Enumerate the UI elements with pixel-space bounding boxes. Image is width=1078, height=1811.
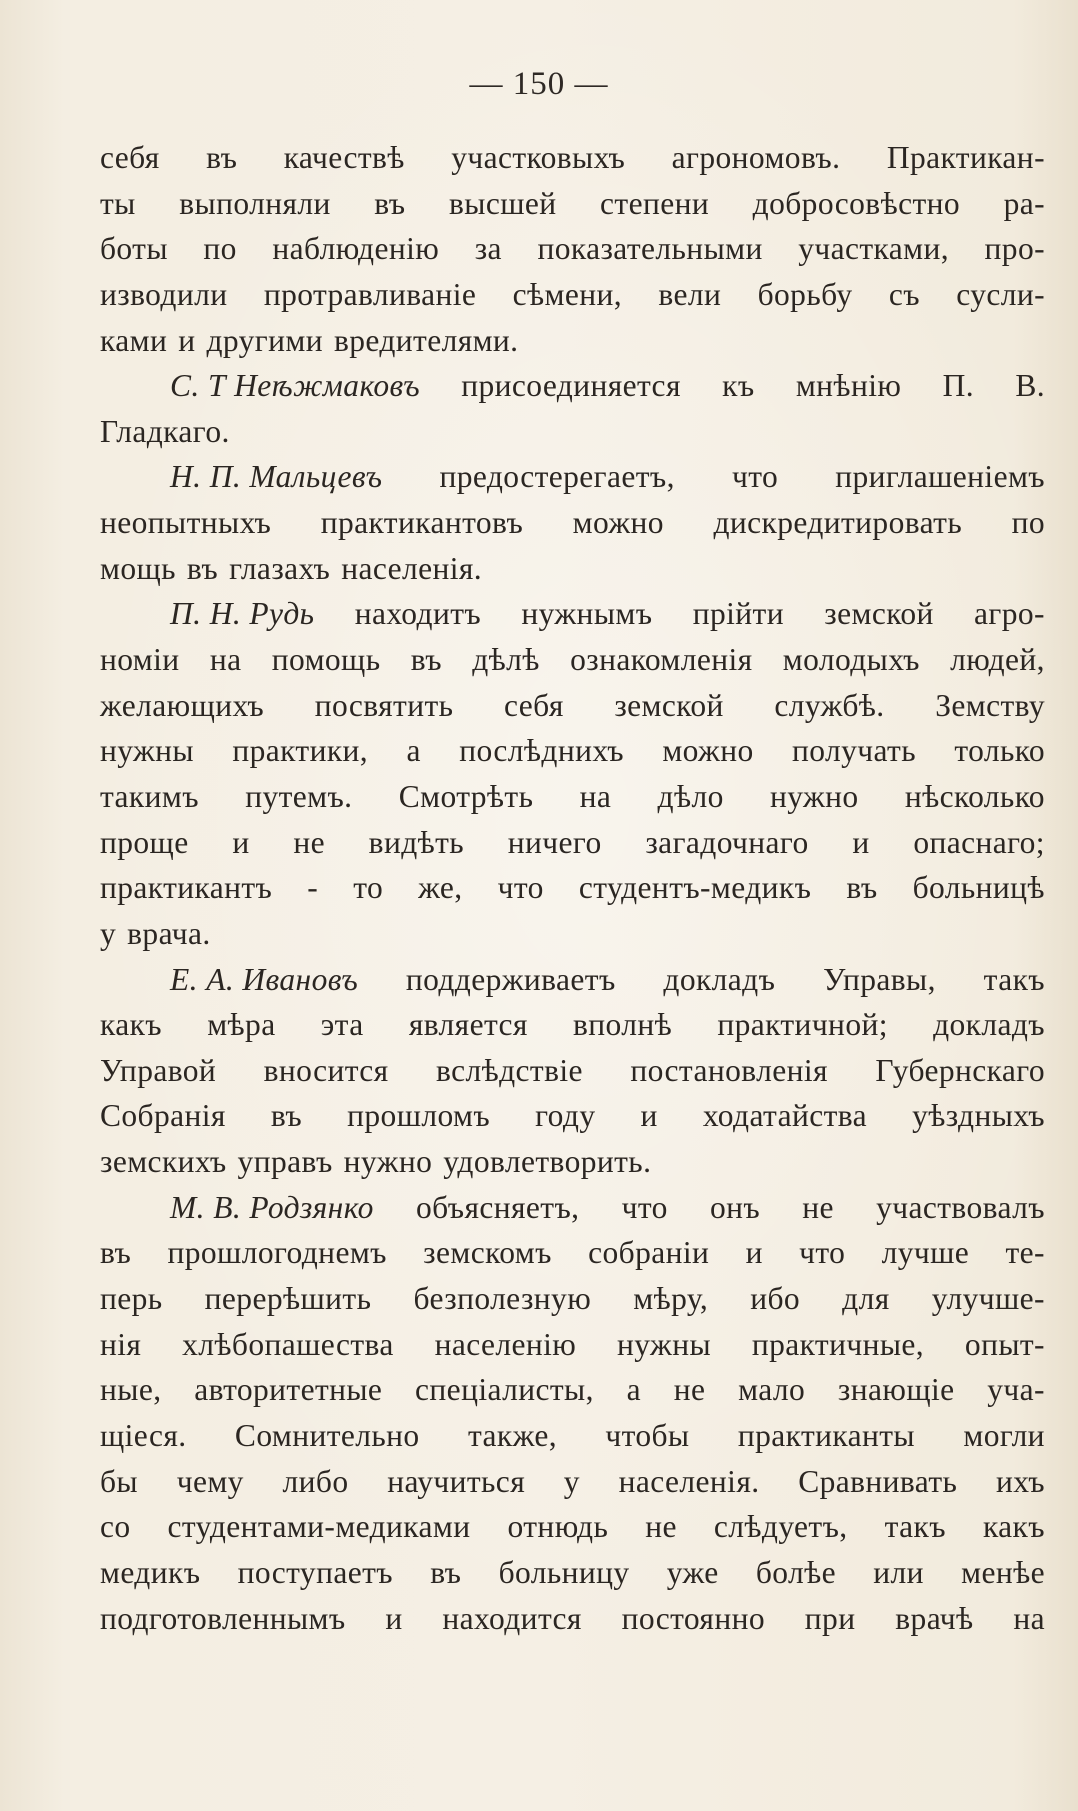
word: ра- — [1003, 185, 1045, 221]
word: бы — [100, 1463, 138, 1499]
word: участками, — [798, 231, 950, 267]
word: дѣло — [657, 778, 724, 814]
word: отнюдь — [507, 1509, 609, 1545]
word: земскомъ — [423, 1235, 552, 1271]
word: получать — [791, 733, 916, 769]
word: больницѣ — [912, 870, 1045, 906]
text-line — [100, 825, 1045, 871]
word: Смотрѣть — [398, 778, 534, 814]
word: не — [645, 1509, 677, 1545]
text-line — [100, 323, 1045, 369]
word: у — [563, 1463, 580, 1499]
word: приглашеніемъ — [835, 459, 1045, 495]
text-line — [100, 1601, 1045, 1647]
word: проще — [100, 824, 189, 860]
word: докладъ — [663, 961, 776, 997]
word: помощь — [271, 642, 381, 678]
word: то — [353, 870, 384, 906]
word: научиться — [387, 1463, 526, 1499]
word: Управы, — [823, 961, 936, 997]
text-line — [100, 1281, 1045, 1327]
word: году — [535, 1098, 596, 1134]
word: къ — [722, 368, 755, 404]
word: улучше- — [931, 1281, 1045, 1317]
word: знающіе — [837, 1372, 955, 1408]
word: уже — [666, 1554, 719, 1590]
text-line — [100, 1190, 1045, 1236]
word: загадочнаго — [645, 824, 809, 860]
word: собраніи — [588, 1235, 710, 1271]
word: земскихъ — [100, 1144, 227, 1180]
word: номіи — [100, 642, 180, 678]
word: въ — [206, 140, 238, 175]
word: предостерегаетъ, — [439, 459, 675, 495]
word: нужны — [100, 733, 194, 769]
word: степени — [600, 185, 710, 221]
speaker-name: М. В. Родзянко — [170, 1189, 374, 1225]
word: земской — [614, 687, 724, 723]
text-line — [100, 368, 1045, 414]
word: и — [232, 824, 250, 860]
word: въ — [374, 185, 406, 221]
word: по — [203, 231, 237, 267]
text-line — [100, 779, 1045, 825]
word: молодыхъ — [782, 642, 920, 678]
word: качествѣ — [283, 140, 405, 175]
word: врача. — [127, 915, 211, 951]
word: себя — [504, 687, 564, 723]
word: такъ — [983, 961, 1045, 997]
text-line — [100, 1418, 1045, 1464]
word: себя — [100, 140, 160, 175]
word: В. — [1015, 368, 1045, 404]
word: и — [640, 1098, 658, 1134]
word: подготовленнымъ — [100, 1600, 346, 1636]
text-line — [100, 1098, 1045, 1144]
word: нужны — [617, 1326, 712, 1362]
word: находитъ — [354, 596, 482, 632]
text-line — [100, 642, 1045, 688]
word: посвятить — [314, 687, 454, 723]
word: неопытныхъ — [100, 505, 272, 541]
word: агрономовъ. — [671, 140, 841, 175]
speaker-name: Н. П. Мальцевъ — [170, 459, 383, 495]
word: лучше — [881, 1235, 970, 1271]
word: только — [954, 733, 1045, 769]
word: ные, — [100, 1372, 162, 1408]
word: ихъ — [996, 1463, 1045, 1499]
word: объясняетъ, — [416, 1189, 580, 1225]
word: менѣе — [961, 1554, 1045, 1590]
word: сусли- — [956, 276, 1045, 312]
word: вели — [658, 276, 722, 312]
word: что — [731, 459, 779, 495]
word: въ — [100, 1235, 132, 1271]
word: практикантовъ — [320, 505, 524, 541]
word: за — [474, 231, 502, 267]
text-line — [100, 551, 1045, 597]
word: медикъ — [100, 1554, 201, 1590]
word: находится — [442, 1600, 582, 1636]
word: болѣе — [755, 1554, 837, 1590]
word: нѣсколько — [904, 778, 1045, 814]
word: наблюденію — [272, 231, 440, 267]
word: чтобы — [605, 1417, 690, 1453]
word: такъ — [884, 1509, 946, 1545]
word: авторитетные — [194, 1372, 383, 1408]
word: удовлетворить. — [443, 1144, 652, 1180]
word: службѣ. — [774, 687, 885, 723]
text-line — [100, 140, 1045, 186]
word: людей, — [950, 642, 1045, 678]
word: какъ — [100, 1007, 163, 1043]
word: студентами-медиками — [167, 1509, 471, 1545]
word: вносится — [263, 1052, 389, 1088]
word: Собранія — [100, 1098, 226, 1134]
text-line — [100, 688, 1045, 734]
text-line — [100, 1007, 1045, 1053]
word: хлѣбопашества — [182, 1326, 394, 1362]
text-line — [100, 1235, 1045, 1281]
word: перь — [100, 1281, 163, 1317]
word: опаснаго; — [913, 824, 1045, 860]
word: по — [1011, 505, 1045, 541]
word: агро- — [974, 596, 1045, 632]
word: на — [1013, 1600, 1045, 1636]
word: присоединяется — [461, 368, 681, 404]
word: для — [842, 1281, 890, 1317]
word: является — [408, 1007, 528, 1043]
word: борьбу — [757, 276, 853, 312]
word: путемъ. — [245, 778, 353, 814]
word: мѣра — [207, 1007, 276, 1043]
page-number: — 150 — — [469, 66, 609, 102]
word: чему — [176, 1463, 244, 1499]
word: земской — [824, 596, 934, 632]
text-line — [100, 277, 1045, 323]
text-line — [100, 505, 1045, 551]
text-line — [100, 962, 1045, 1008]
text-line — [100, 1555, 1045, 1601]
word: населенія. — [618, 1463, 760, 1499]
word: же, — [418, 870, 463, 906]
word: что — [497, 870, 544, 906]
word: ты — [100, 185, 136, 221]
word: нія — [100, 1326, 142, 1362]
word: мало — [738, 1372, 806, 1408]
word: изводили — [100, 276, 228, 312]
word: Практикан- — [886, 140, 1045, 175]
word: участковыхъ — [451, 140, 626, 175]
word: и — [745, 1235, 763, 1271]
word: видѣть — [368, 824, 465, 860]
word: либо — [282, 1463, 349, 1499]
word: Сравнивать — [798, 1463, 958, 1499]
word: практиканты — [737, 1417, 915, 1453]
word: сѣмени, — [512, 276, 623, 312]
text-line — [100, 459, 1045, 505]
word: уча- — [987, 1372, 1045, 1408]
word: больницу — [498, 1554, 630, 1590]
word: въ — [410, 642, 442, 678]
word: въ — [186, 550, 219, 586]
word: также, — [467, 1417, 557, 1453]
word: можно — [662, 733, 754, 769]
text-line — [100, 1464, 1045, 1510]
word: спеціалисты, — [415, 1372, 594, 1408]
speaker-name: С. Т Неѣжмаковъ — [170, 368, 420, 404]
word: онъ — [709, 1189, 761, 1225]
word: щіеся. — [100, 1417, 187, 1453]
text-line — [100, 1053, 1045, 1099]
text-line — [100, 414, 1045, 460]
word: ибо — [750, 1281, 801, 1317]
word: нужнымъ — [521, 596, 653, 632]
word: что — [621, 1189, 668, 1225]
word: а — [626, 1372, 642, 1408]
word: мѣру, — [633, 1281, 709, 1317]
word: населенію — [434, 1326, 577, 1362]
word: уѣздныхъ — [912, 1098, 1045, 1134]
text-line — [100, 1327, 1045, 1373]
word: ознакомленія — [570, 642, 753, 678]
word: врачѣ — [895, 1600, 974, 1636]
word: безполезную — [413, 1281, 592, 1317]
text-line — [100, 186, 1045, 232]
word: или — [873, 1554, 924, 1590]
word: нужно — [769, 778, 859, 814]
word: въ — [846, 870, 878, 906]
word: дѣлѣ — [472, 642, 540, 678]
word: вслѣдствіе — [436, 1052, 583, 1088]
word: слѣдуетъ, — [713, 1509, 848, 1545]
word: дискредитировать — [713, 505, 963, 541]
word: эта — [320, 1007, 364, 1043]
word: показательными — [537, 231, 763, 267]
word: выполняли — [179, 185, 331, 221]
text-line — [100, 1372, 1045, 1418]
word: на — [579, 778, 612, 814]
word: въ — [270, 1098, 303, 1134]
word: докладъ — [933, 1007, 1045, 1043]
word: практичной; — [717, 1007, 888, 1043]
word: глазахъ — [229, 550, 331, 586]
text-line — [100, 596, 1045, 642]
word: практичные, — [751, 1326, 925, 1362]
word: и — [178, 322, 196, 358]
word: у — [100, 915, 117, 951]
word: прошломъ — [347, 1098, 491, 1134]
word: вредителями. — [333, 322, 519, 358]
word: поддерживаетъ — [405, 961, 616, 997]
word: - — [307, 870, 319, 906]
word: про- — [984, 231, 1045, 267]
word: со — [100, 1509, 131, 1545]
word: мощь — [100, 550, 176, 586]
word: а — [406, 733, 421, 769]
word: опыт- — [964, 1326, 1045, 1362]
word: не — [293, 824, 325, 860]
word: постоянно — [621, 1600, 765, 1636]
word: управъ — [237, 1144, 333, 1180]
word: не — [673, 1372, 706, 1408]
word: на — [209, 642, 242, 678]
word: Управой — [100, 1052, 217, 1088]
word: можно — [572, 505, 664, 541]
word: практики, — [232, 733, 369, 769]
word: нужно — [343, 1144, 433, 1180]
word: вполнѣ — [572, 1007, 673, 1043]
word: ничего — [507, 824, 602, 860]
word: мнѣнію — [795, 368, 902, 404]
word: Земству — [935, 687, 1045, 723]
word: желающихъ — [100, 687, 265, 723]
word: ходатайства — [702, 1098, 868, 1134]
word: студентъ-медикъ — [578, 870, 812, 906]
word: и — [385, 1600, 403, 1636]
word: Сомнительно — [234, 1417, 420, 1453]
word: добросовѣстно — [752, 185, 961, 221]
word: населенія. — [341, 550, 483, 586]
word: при — [804, 1600, 856, 1636]
text-line — [100, 870, 1045, 916]
word: перерѣшить — [204, 1281, 372, 1317]
text-line — [100, 733, 1045, 779]
speaker-name: П. Н. Рудь — [170, 596, 315, 632]
word: участвовалъ — [876, 1189, 1045, 1225]
word: послѣднихъ — [459, 733, 624, 769]
text-line — [100, 1144, 1045, 1190]
text-line — [100, 1509, 1045, 1555]
text-line — [100, 231, 1045, 277]
word: прошлогоднемъ — [167, 1235, 387, 1271]
word: съ — [888, 276, 920, 312]
body-text — [100, 140, 1045, 1646]
word: что — [799, 1235, 846, 1271]
speaker-name: Е. А. Ивановъ — [170, 961, 359, 997]
word: другими — [206, 322, 323, 358]
word: какъ — [982, 1509, 1045, 1545]
word: Гладкаго. — [100, 413, 230, 449]
text-line — [100, 916, 1045, 962]
word: такимъ — [100, 778, 199, 814]
word: П. — [942, 368, 975, 404]
word: постановленія — [630, 1052, 828, 1088]
word: боты — [100, 231, 168, 267]
word: и — [852, 824, 870, 860]
word: протравливаніе — [263, 276, 477, 312]
word: высшей — [449, 185, 557, 221]
word: те- — [1005, 1235, 1045, 1271]
word: въ — [430, 1554, 462, 1590]
word: могли — [963, 1417, 1045, 1453]
word: поступаетъ — [237, 1554, 393, 1590]
word: практикантъ — [100, 870, 273, 906]
word: Губернскаго — [875, 1052, 1045, 1088]
word: прійти — [692, 596, 784, 632]
word: ками — [100, 322, 168, 358]
word: не — [802, 1189, 834, 1225]
